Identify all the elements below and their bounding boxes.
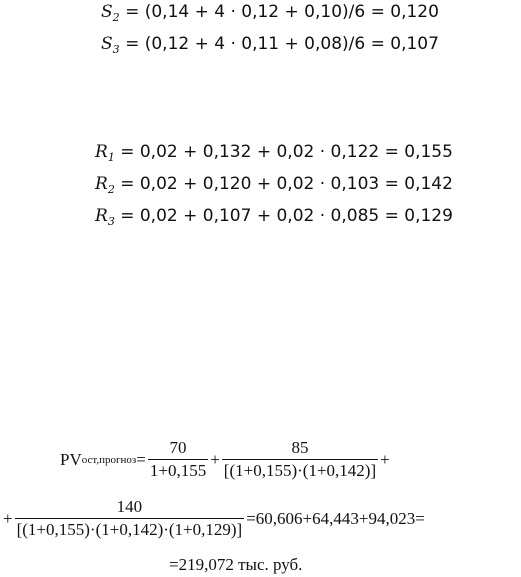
pv-frac2-numerator: 85	[291, 438, 309, 457]
formula-r3-var: R	[95, 206, 108, 226]
pv-frac2	[222, 439, 378, 480]
formula-s3-expr: = (0,12 + 4 · 0,11 + 0,08)/6 = 0,107	[125, 34, 439, 54]
formula-r3-expr: = 0,02 + 0,107 + 0,02 · 0,085 = 0,129	[120, 206, 453, 226]
formula-r1-sub: 1	[107, 151, 115, 164]
formula-r1-expr: = 0,02 + 0,132 + 0,02 · 0,122 = 0,155	[120, 142, 453, 162]
formula-s2-sub: 2	[112, 11, 120, 24]
formula-r1-var: R	[95, 142, 108, 162]
pv-line2-tail: =60,606+64,443+94,023=	[246, 508, 425, 528]
pv-frac1-numerator: 70	[169, 438, 187, 457]
formula-r2-var: R	[95, 174, 108, 194]
formula-r2-sub: 2	[107, 183, 115, 196]
formula-s3-var: S	[101, 34, 113, 54]
formula-r2	[95, 174, 453, 200]
formula-r1	[95, 142, 453, 168]
pv-plus1: +	[210, 449, 220, 469]
formula-r3-sub: 3	[107, 215, 115, 228]
formula-s3	[101, 34, 439, 60]
formula-s3-sub: 3	[112, 43, 120, 56]
pv-formula-line2	[3, 498, 425, 539]
pv-equals: =	[136, 449, 146, 469]
pv-frac3-numerator: 140	[116, 497, 143, 516]
pv-frac1	[148, 439, 208, 480]
pv-result: =219,072 тыс. руб.	[169, 555, 303, 574]
pv-plus-end: +	[380, 449, 390, 469]
pv-plus-start: +	[3, 508, 13, 528]
formula-r2-expr: = 0,02 + 0,120 + 0,02 · 0,103 = 0,142	[120, 174, 453, 194]
pv-label-sub: ост,прогноз	[81, 453, 137, 466]
formula-s2-expr: = (0,14 + 4 · 0,12 + 0,10)/6 = 0,120	[125, 2, 439, 22]
pv-label: PV	[60, 449, 82, 469]
formula-s2-var: S	[101, 2, 113, 22]
pv-formula-line1	[60, 439, 390, 480]
formula-r3	[95, 206, 453, 232]
pv-frac3	[15, 498, 245, 539]
pv-frac2-denominator: [(1+0,155)·(1+0,142)]	[223, 461, 377, 480]
pv-frac3-denominator: [(1+0,155)·(1+0,142)·(1+0,129)]	[16, 520, 243, 539]
formula-s2	[101, 2, 439, 28]
pv-frac1-denominator: 1+0,155	[149, 461, 207, 480]
